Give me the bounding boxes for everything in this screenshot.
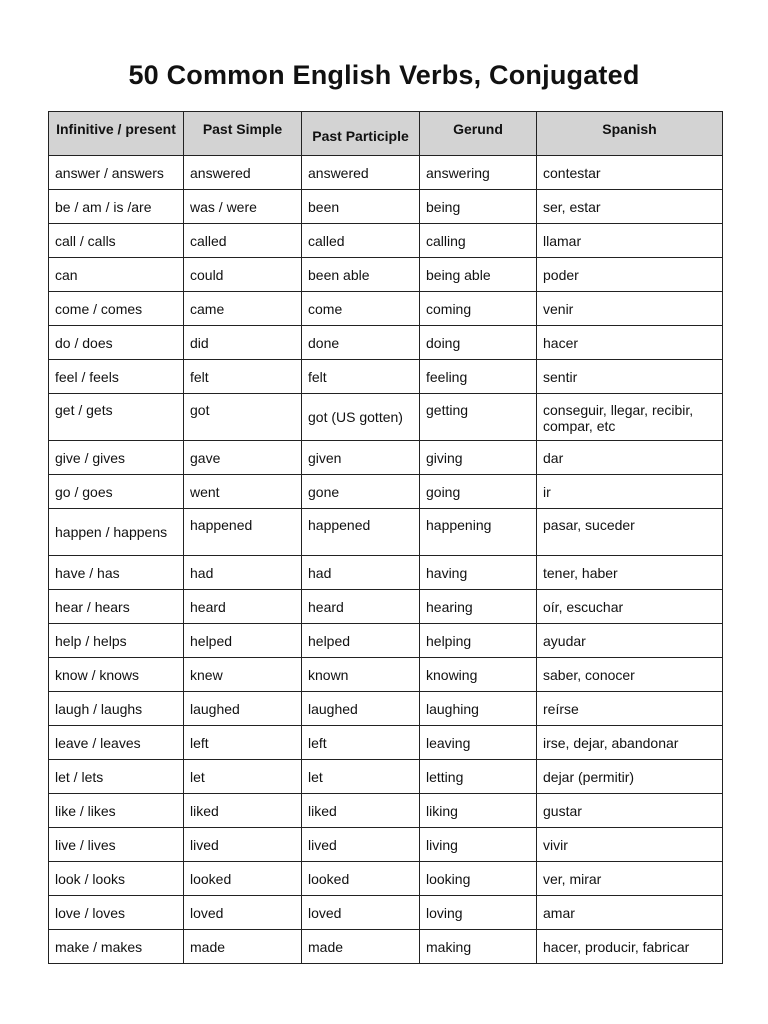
column-header-past-simple: Past Simple bbox=[184, 112, 302, 156]
table-row bbox=[49, 896, 723, 930]
cell-gerund: being able bbox=[420, 258, 537, 292]
cell-past-simple: was / were bbox=[184, 190, 302, 224]
table-row bbox=[49, 509, 723, 556]
cell-gerund: calling bbox=[420, 224, 537, 258]
cell-infinitive: be / am / is /are bbox=[49, 190, 184, 224]
cell-infinitive: go / goes bbox=[49, 475, 184, 509]
table-row bbox=[49, 156, 723, 190]
cell-gerund: getting bbox=[420, 394, 537, 441]
cell-past-simple: helped bbox=[184, 624, 302, 658]
cell-spanish: contestar bbox=[537, 156, 723, 190]
cell-past-simple: lived bbox=[184, 828, 302, 862]
cell-gerund: living bbox=[420, 828, 537, 862]
table-row bbox=[49, 624, 723, 658]
cell-spanish: reírse bbox=[537, 692, 723, 726]
cell-infinitive: feel / feels bbox=[49, 360, 184, 394]
cell-gerund: going bbox=[420, 475, 537, 509]
cell-infinitive: can bbox=[49, 258, 184, 292]
table-row bbox=[49, 475, 723, 509]
cell-past-participle: known bbox=[302, 658, 420, 692]
cell-infinitive: get / gets bbox=[49, 394, 184, 441]
cell-past-simple: happened bbox=[184, 509, 302, 556]
cell-past-participle: let bbox=[302, 760, 420, 794]
cell-gerund: hearing bbox=[420, 590, 537, 624]
cell-gerund: liking bbox=[420, 794, 537, 828]
cell-past-participle: got (US gotten) bbox=[302, 394, 420, 441]
cell-past-participle: answered bbox=[302, 156, 420, 190]
cell-past-simple: did bbox=[184, 326, 302, 360]
verb-table bbox=[48, 111, 723, 964]
cell-past-participle: lived bbox=[302, 828, 420, 862]
cell-spanish: amar bbox=[537, 896, 723, 930]
column-header-gerund: Gerund bbox=[420, 112, 537, 156]
cell-past-participle: heard bbox=[302, 590, 420, 624]
cell-past-participle: loved bbox=[302, 896, 420, 930]
cell-past-simple: had bbox=[184, 556, 302, 590]
cell-infinitive: do / does bbox=[49, 326, 184, 360]
cell-infinitive: love / loves bbox=[49, 896, 184, 930]
table-row bbox=[49, 326, 723, 360]
cell-infinitive: help / helps bbox=[49, 624, 184, 658]
cell-past-simple: went bbox=[184, 475, 302, 509]
cell-past-participle: liked bbox=[302, 794, 420, 828]
cell-gerund: having bbox=[420, 556, 537, 590]
cell-past-participle: done bbox=[302, 326, 420, 360]
cell-past-simple: laughed bbox=[184, 692, 302, 726]
table-row bbox=[49, 441, 723, 475]
cell-spanish: pasar, suceder bbox=[537, 509, 723, 556]
verb-table-body bbox=[49, 156, 723, 964]
table-row bbox=[49, 794, 723, 828]
cell-spanish: venir bbox=[537, 292, 723, 326]
cell-gerund: being bbox=[420, 190, 537, 224]
table-row bbox=[49, 692, 723, 726]
cell-past-participle: been able bbox=[302, 258, 420, 292]
cell-infinitive: live / lives bbox=[49, 828, 184, 862]
cell-past-simple: liked bbox=[184, 794, 302, 828]
cell-spanish: sentir bbox=[537, 360, 723, 394]
cell-gerund: helping bbox=[420, 624, 537, 658]
cell-infinitive: call / calls bbox=[49, 224, 184, 258]
cell-spanish: ser, estar bbox=[537, 190, 723, 224]
cell-gerund: giving bbox=[420, 441, 537, 475]
cell-past-simple: let bbox=[184, 760, 302, 794]
cell-infinitive: happen / happens bbox=[49, 509, 184, 556]
table-row bbox=[49, 360, 723, 394]
cell-past-simple: left bbox=[184, 726, 302, 760]
cell-spanish: poder bbox=[537, 258, 723, 292]
cell-spanish: saber, conocer bbox=[537, 658, 723, 692]
table-header-row bbox=[49, 112, 723, 156]
cell-infinitive: like / likes bbox=[49, 794, 184, 828]
column-header-spanish: Spanish bbox=[537, 112, 723, 156]
cell-spanish: gustar bbox=[537, 794, 723, 828]
page-title: 50 Common English Verbs, Conjugated bbox=[128, 60, 640, 90]
cell-infinitive: look / looks bbox=[49, 862, 184, 896]
cell-gerund: feeling bbox=[420, 360, 537, 394]
cell-spanish: hacer bbox=[537, 326, 723, 360]
table-row bbox=[49, 292, 723, 326]
column-header-infinitive: Infinitive / present bbox=[49, 112, 184, 156]
cell-gerund: making bbox=[420, 930, 537, 964]
cell-past-participle: helped bbox=[302, 624, 420, 658]
cell-spanish: ayudar bbox=[537, 624, 723, 658]
cell-past-participle: happened bbox=[302, 509, 420, 556]
cell-past-participle: laughed bbox=[302, 692, 420, 726]
table-row bbox=[49, 760, 723, 794]
cell-spanish: ir bbox=[537, 475, 723, 509]
table-row bbox=[49, 726, 723, 760]
cell-past-participle: been bbox=[302, 190, 420, 224]
cell-past-simple: called bbox=[184, 224, 302, 258]
cell-past-participle: made bbox=[302, 930, 420, 964]
cell-past-simple: heard bbox=[184, 590, 302, 624]
cell-past-participle: given bbox=[302, 441, 420, 475]
cell-spanish: dar bbox=[537, 441, 723, 475]
cell-past-participle: looked bbox=[302, 862, 420, 896]
cell-past-simple: got bbox=[184, 394, 302, 441]
cell-infinitive: leave / leaves bbox=[49, 726, 184, 760]
cell-gerund: happening bbox=[420, 509, 537, 556]
cell-past-participle: felt bbox=[302, 360, 420, 394]
table-row bbox=[49, 930, 723, 964]
cell-past-participle: gone bbox=[302, 475, 420, 509]
cell-past-simple: made bbox=[184, 930, 302, 964]
cell-infinitive: hear / hears bbox=[49, 590, 184, 624]
cell-spanish: tener, haber bbox=[537, 556, 723, 590]
cell-infinitive: make / makes bbox=[49, 930, 184, 964]
cell-past-simple: could bbox=[184, 258, 302, 292]
cell-infinitive: laugh / laughs bbox=[49, 692, 184, 726]
cell-spanish: irse, dejar, abandonar bbox=[537, 726, 723, 760]
cell-gerund: coming bbox=[420, 292, 537, 326]
cell-infinitive: answer / answers bbox=[49, 156, 184, 190]
cell-infinitive: give / gives bbox=[49, 441, 184, 475]
cell-gerund: doing bbox=[420, 326, 537, 360]
cell-gerund: leaving bbox=[420, 726, 537, 760]
cell-spanish: hacer, producir, fabricar bbox=[537, 930, 723, 964]
cell-past-simple: answered bbox=[184, 156, 302, 190]
cell-past-simple: loved bbox=[184, 896, 302, 930]
cell-past-simple: gave bbox=[184, 441, 302, 475]
cell-gerund: knowing bbox=[420, 658, 537, 692]
cell-infinitive: know / knows bbox=[49, 658, 184, 692]
table-row bbox=[49, 224, 723, 258]
cell-infinitive: let / lets bbox=[49, 760, 184, 794]
cell-spanish: conseguir, llegar, recibir, compar, etc bbox=[537, 394, 723, 441]
cell-past-participle: left bbox=[302, 726, 420, 760]
table-row bbox=[49, 862, 723, 896]
table-row bbox=[49, 828, 723, 862]
cell-spanish: llamar bbox=[537, 224, 723, 258]
table-row bbox=[49, 556, 723, 590]
cell-past-simple: knew bbox=[184, 658, 302, 692]
cell-past-simple: came bbox=[184, 292, 302, 326]
table-row bbox=[49, 394, 723, 441]
cell-spanish: ver, mirar bbox=[537, 862, 723, 896]
column-header-past-participle: Past Participle bbox=[302, 112, 420, 156]
cell-gerund: loving bbox=[420, 896, 537, 930]
cell-infinitive: have / has bbox=[49, 556, 184, 590]
cell-spanish: dejar (permitir) bbox=[537, 760, 723, 794]
table-row bbox=[49, 590, 723, 624]
cell-infinitive: come / comes bbox=[49, 292, 184, 326]
table-row bbox=[49, 258, 723, 292]
cell-gerund: answering bbox=[420, 156, 537, 190]
cell-gerund: letting bbox=[420, 760, 537, 794]
cell-gerund: looking bbox=[420, 862, 537, 896]
cell-gerund: laughing bbox=[420, 692, 537, 726]
cell-spanish: oír, escuchar bbox=[537, 590, 723, 624]
cell-past-simple: looked bbox=[184, 862, 302, 896]
cell-spanish: vivir bbox=[537, 828, 723, 862]
cell-past-simple: felt bbox=[184, 360, 302, 394]
table-row bbox=[49, 658, 723, 692]
cell-past-participle: come bbox=[302, 292, 420, 326]
cell-past-participle: had bbox=[302, 556, 420, 590]
table-row bbox=[49, 190, 723, 224]
cell-past-participle: called bbox=[302, 224, 420, 258]
